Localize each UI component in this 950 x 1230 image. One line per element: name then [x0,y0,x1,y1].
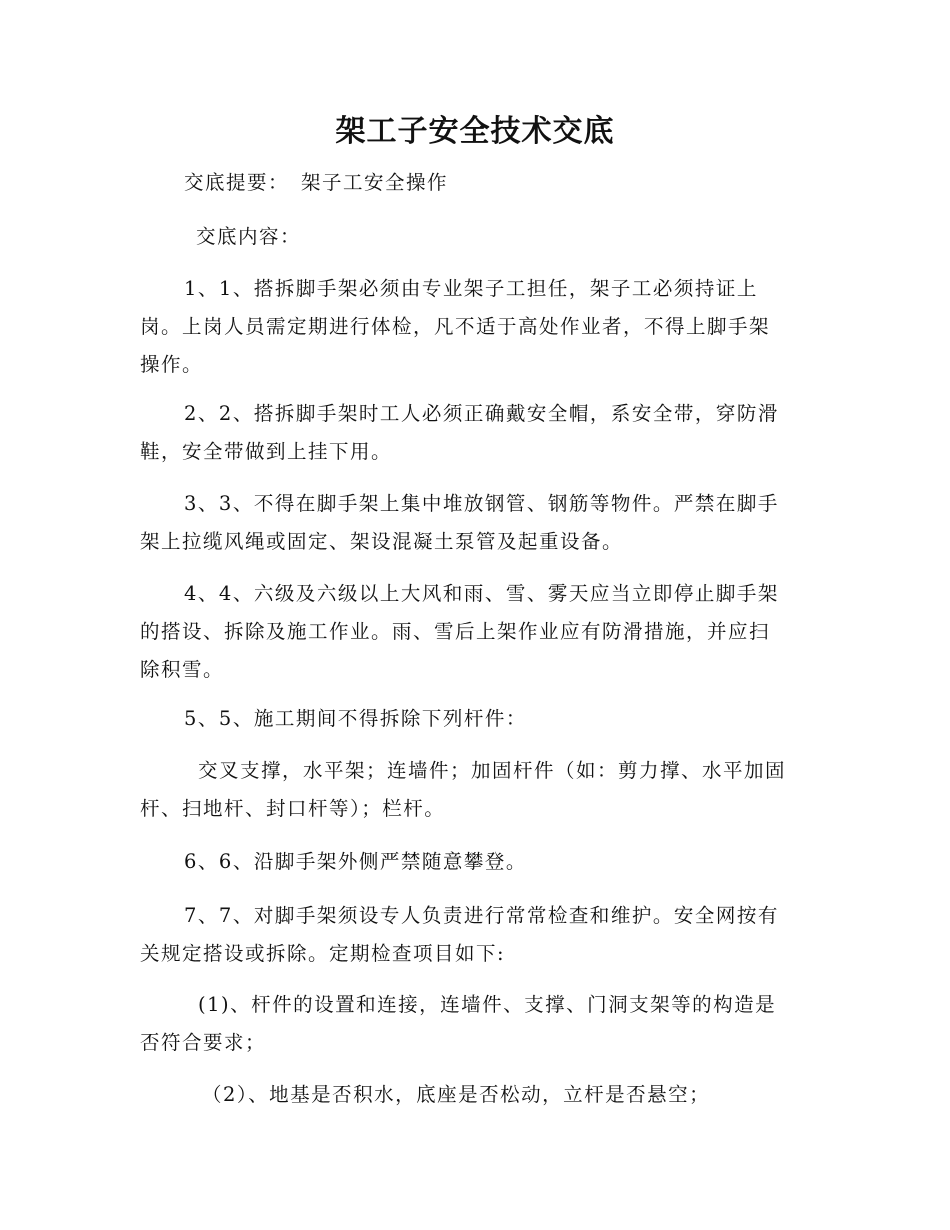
item-3-line-1: 3、3、不得在脚手架上集中堆放钢管、钢筋等物件。严禁在脚手 [184,492,779,515]
item-6-line-1: 6、6、沿脚手架外侧严禁随意攀登。 [184,850,527,873]
item-7 [140,897,810,973]
item-7-line-2: 关规定搭设或拆除。定期检查项目如下: [140,942,506,965]
item-5 [140,700,810,738]
item-2 [140,395,810,471]
item-1-line-3: 操作。 [140,353,204,376]
item-1-line-1: 1、1、搭拆脚手架必须由专业架子工担任，架子工必须持证上 [184,277,758,300]
content-label-line [140,218,810,256]
item-4-line-3: 除积雪。 [140,658,225,681]
item-3 [140,485,810,561]
check-item-1-line-1: (1)、杆件的设置和连接，连墙件、支撑、门洞支架等的构造是 [198,993,777,1016]
check-item-2 [140,1076,810,1114]
item-3-line-2: 架上拉缆风绳或固定、架设混凝土泵管及起重设备。 [140,530,624,553]
summary-line [140,164,810,202]
item-1-line-2: 岗。上岗人员需定期进行体检，凡不适于高处作业者，不得上脚手架 [140,315,771,338]
item-2-line-1: 2、2、搭拆脚手架时工人必须正确戴安全帽，系安全带，穿防滑 [184,402,779,425]
item-5-list-line-2: 杆、扫地杆、封口杆等）；栏杆。 [140,797,446,820]
check-item-1 [140,986,810,1062]
content-label: 交底内容： [196,225,302,248]
item-2-line-2: 鞋，安全带做到上挂下用。 [140,440,393,463]
item-7-line-1: 7、7、对脚手架须设专人负责进行常常检查和维护。安全网按有 [184,904,779,927]
item-1 [140,270,810,384]
summary-value: 架子工安全操作 [301,171,449,194]
item-4-line-2: 的搭设、拆除及施工作业。雨、雪后上架作业应有防滑措施，并应扫 [140,620,771,643]
item-5-line-1: 5、5、施工期间不得拆除下列杆件： [184,707,527,730]
item-4-line-1: 4、4、六级及六级以上大风和雨、雪、雾天应当立即停止脚手架 [184,582,779,605]
document-title: 架工子安全技术交底 [335,114,615,149]
item-6 [140,843,810,881]
check-item-2-line-1: （2）、地基是否积水，底座是否松动，立杆是否悬空； [202,1083,711,1106]
item-5-list-line-1: 交叉支撑，水平架；连墙件；加固杆件（如：剪力撑、水平加固 [198,759,787,782]
check-item-1-line-2: 否符合要求； [140,1031,267,1054]
item-4 [140,575,810,689]
item-5-list [140,752,810,828]
summary-label: 交底提要： [184,171,290,194]
